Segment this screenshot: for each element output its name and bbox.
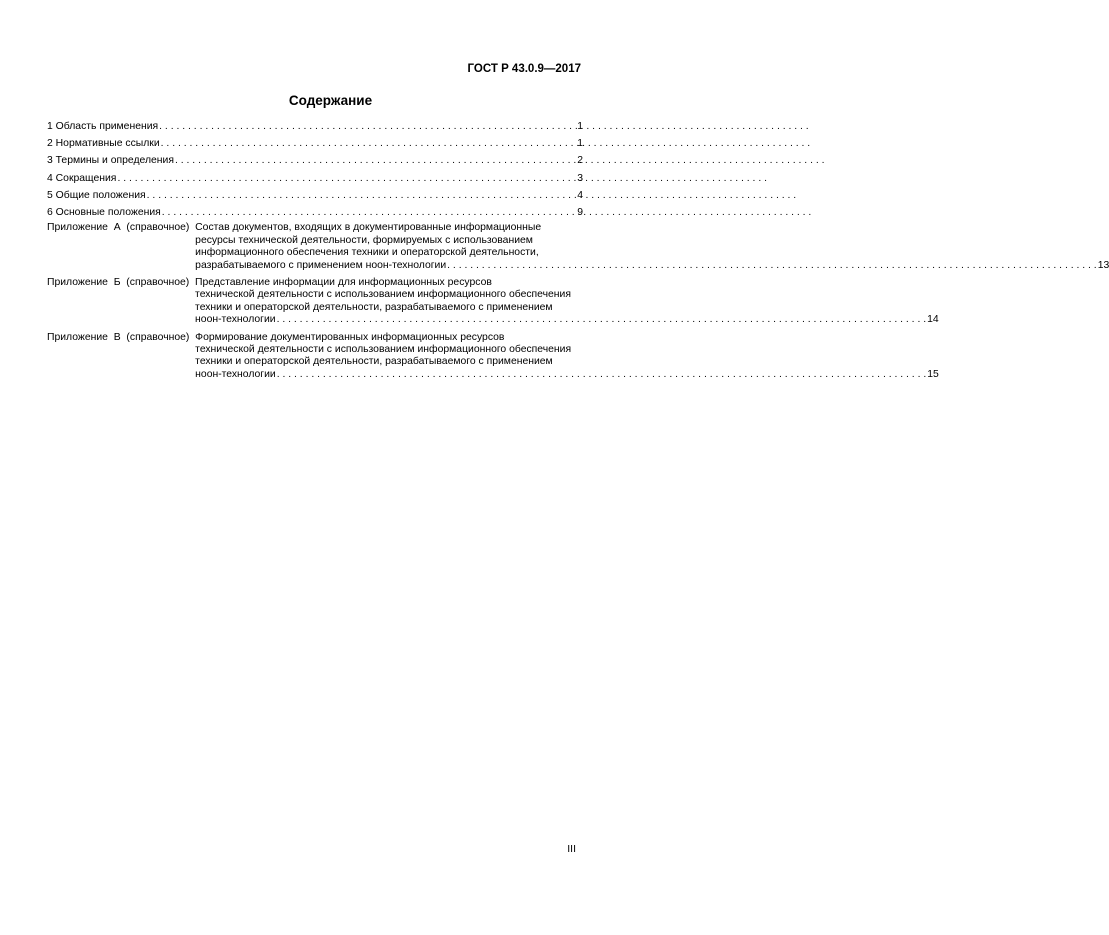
leader-dots	[159, 121, 576, 133]
toc-appendix-c[interactable]	[47, 331, 939, 382]
appendix-heading: Приложение В (справочное)	[47, 331, 196, 343]
appendix-title-line: ноон-технологии	[195, 314, 276, 326]
appendix-title-line: ресурсы технической деятельности, формируемых с использованием	[195, 234, 533, 246]
toc-entry-label: 1 Область применения	[47, 121, 159, 132]
appendix-title-line: технической деятельности с использованием информационного обеспечения	[195, 344, 572, 356]
toc-entry-6[interactable]	[47, 207, 583, 219]
appendix-heading: Приложение Б (справочное)	[47, 277, 196, 289]
toc-appendix-a[interactable]	[47, 222, 1109, 272]
toc-entry-label: 3 Термины и определения	[47, 155, 174, 167]
leader-dots	[447, 260, 1097, 272]
toc-entry-label: 5 Общие положения	[47, 189, 146, 201]
appendix-title-line: информационного обеспечения техники и операторской деятельности,	[195, 247, 539, 259]
toc-entry-page: 15	[927, 368, 939, 380]
appendix-title-line: Формирование документированных информационных ресурсов	[195, 331, 505, 343]
toc-entry-label: 2 Нормативные ссылки	[47, 138, 160, 150]
appendix-title-line: Представление информации для информационных ресурсов	[195, 277, 492, 289]
toc-entry-page: 13	[1097, 259, 1109, 271]
toc-appendix-b[interactable]	[47, 277, 939, 327]
toc-entry-page: 1	[577, 138, 583, 150]
toc-entry-page: 14	[927, 314, 939, 326]
leader-dots	[277, 369, 927, 381]
appendix-last-line	[195, 369, 939, 381]
document-id: ГОСТ Р 43.0.9—2017	[467, 63, 581, 75]
toc-entry-2[interactable]	[47, 138, 583, 150]
appendix-title-line: техники и операторской деятельности, разрабатываемого с применением	[195, 301, 553, 313]
page-number: III	[567, 843, 576, 855]
leader-dots	[175, 155, 576, 167]
leader-dots	[162, 207, 576, 219]
appendix-title-line: Состав документов, входящих в документированные информационные	[195, 222, 542, 234]
toc-entry-page: 1	[577, 121, 583, 132]
leader-dots	[147, 190, 577, 202]
toc-title: Содержание	[288, 93, 373, 108]
leader-dots	[161, 138, 577, 150]
toc-entry-label: 4 Сокращения	[47, 172, 117, 184]
toc-entry-1[interactable]	[47, 121, 583, 133]
toc-entry-5[interactable]	[47, 190, 583, 202]
toc-entry-4[interactable]	[47, 173, 583, 185]
toc-entry-label: 6 Основные положения	[47, 207, 161, 219]
toc-entry-page: 9	[577, 207, 583, 219]
appendix-last-line	[195, 314, 939, 326]
table-of-contents	[47, 121, 1109, 386]
toc-entry-page: 4	[577, 189, 583, 201]
appendix-title-line: ноон-технологии	[195, 368, 276, 380]
toc-entry-page: 2	[577, 155, 583, 167]
appendix-title-line: технической деятельности с использованием информационного обеспечения	[195, 289, 571, 301]
toc-entry-page: 3	[577, 172, 583, 184]
appendix-title-line: техники и операторской деятельности, разрабатываемого с применением	[195, 356, 553, 368]
appendix-last-line	[195, 260, 1109, 272]
appendix-heading: Приложение А (справочное)	[47, 222, 196, 234]
leader-dots	[117, 173, 576, 185]
toc-entry-3[interactable]	[47, 155, 583, 167]
appendix-title-line: разрабатываемого с применением ноон-технологии	[195, 259, 447, 271]
leader-dots	[277, 314, 927, 326]
